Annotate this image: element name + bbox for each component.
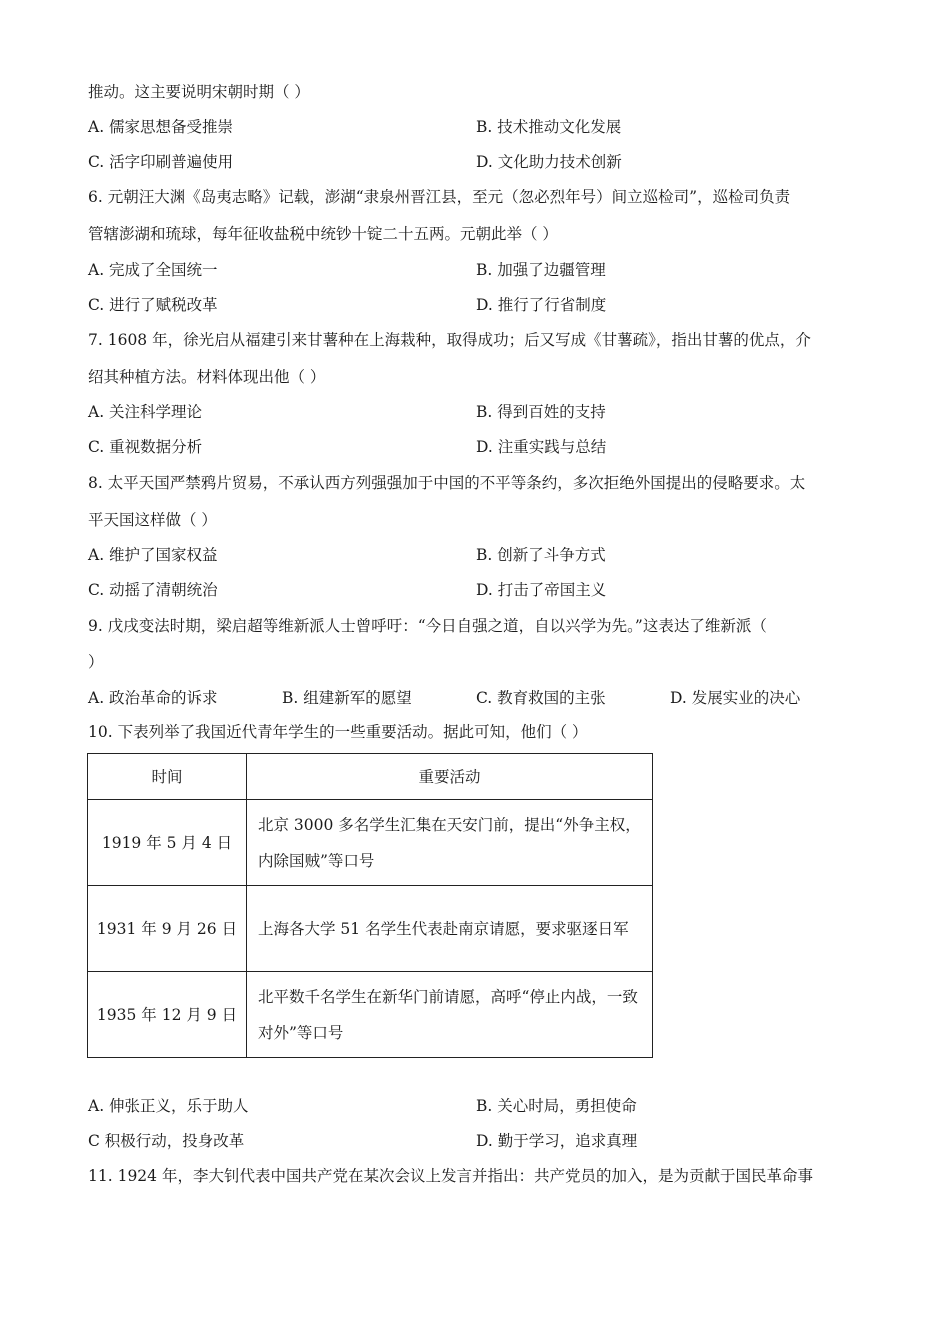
q9-stem-line2: ） <box>88 653 104 671</box>
q7-stem-line1: 7. 1608 年，徐光启从福建引来甘薯种在上海栽种，取得成功；后又写成《甘薯疏》，指出甘薯的优点，介 <box>88 331 811 349</box>
q10-option-d[interactable]: D. 勤于学习，追求真理 <box>476 1132 638 1150</box>
q10-stem: 10. 下表列举了我国近代青年学生的一些重要活动。据此可知，他们（ ） <box>88 723 588 741</box>
q9-option-c[interactable]: C. 教育救国的主张 <box>476 689 606 707</box>
q8-stem-line1: 8. 太平天国严禁鸦片贸易，不承认西方列强强加于中国的不平等条约，多次拒绝外国提出的侵略要求。太 <box>88 474 806 492</box>
q8-option-b[interactable]: B. 创新了斗争方式 <box>476 546 606 564</box>
q7-option-c[interactable]: C. 重视数据分析 <box>88 438 203 456</box>
q7-option-b[interactable]: B. 得到百姓的支持 <box>476 403 606 421</box>
q5-stem: 推动。这主要说明宋朝时期（ ） <box>88 83 310 101</box>
q8-stem-line2: 平天国这样做（ ） <box>88 511 217 529</box>
q7-option-a[interactable]: A. 关注科学理论 <box>88 403 203 421</box>
q11-stem-line1: 11. 1924 年，李大钊代表中国共产党在某次会议上发言并指出：共产党员的加入，是为贡献于国民革命事 <box>88 1167 813 1185</box>
table-header-date: 时间 <box>88 754 247 800</box>
table-row <box>88 972 653 1058</box>
q9-option-d[interactable]: D. 发展实业的决心 <box>670 689 801 707</box>
q8-option-c[interactable]: C. 动摇了清朝统治 <box>88 581 218 599</box>
table-row <box>88 886 653 972</box>
q10-activities-table <box>87 753 653 1058</box>
q10-option-b[interactable]: B. 关心时局，勇担使命 <box>476 1097 637 1115</box>
q5-option-b[interactable]: B. 技术推动文化发展 <box>476 118 622 136</box>
table-header-activity: 重要活动 <box>247 754 653 800</box>
q5-option-c[interactable]: C. 活字印刷普遍使用 <box>88 153 234 171</box>
q6-stem-line2: 管辖澎湖和琉球，每年征收盐税中统钞十锭二十五两。元朝此举（ ） <box>88 225 558 243</box>
q7-stem-line2: 绍其种植方法。材料体现出他（ ） <box>88 368 326 386</box>
table-cell-date: 1919 年 5 月 4 日 <box>88 800 247 886</box>
table-row <box>88 800 653 886</box>
q10-option-a[interactable]: A. 伸张正义，乐于助人 <box>88 1097 249 1115</box>
q10-option-c[interactable]: C 积极行动，投身改革 <box>88 1132 245 1150</box>
q5-option-a[interactable]: A. 儒家思想备受推崇 <box>88 118 234 136</box>
q8-option-d[interactable]: D. 打击了帝国主义 <box>476 581 607 599</box>
q9-option-b[interactable]: B. 组建新军的愿望 <box>282 689 412 707</box>
q9-stem-line1: 9. 戊戌变法时期，梁启超等维新派人士曾呼吁：“今日自强之道，自以兴学为先。”这表达了维新派（ <box>88 617 767 635</box>
table-cell-activity: 北京 3000 多名学生汇集在天安门前，提出“外争主权，内除国贼”等口号 <box>247 800 653 886</box>
table-cell-activity: 上海各大学 51 名学生代表赴南京请愿，要求驱逐日军 <box>247 886 653 972</box>
table-cell-date: 1935 年 12 月 9 日 <box>88 972 247 1058</box>
q6-stem-line1: 6. 元朝汪大渊《岛夷志略》记载，澎湖“隶泉州晋江县，至元（忽必烈年号）间立巡检司”，巡检司负责 <box>88 188 791 206</box>
q7-option-d[interactable]: D. 注重实践与总结 <box>476 438 607 456</box>
table-cell-date: 1931 年 9 月 26 日 <box>88 886 247 972</box>
table-header-row <box>88 754 653 800</box>
q5-option-d[interactable]: D. 文化助力技术创新 <box>476 153 622 171</box>
q6-option-b[interactable]: B. 加强了边疆管理 <box>476 261 606 279</box>
q6-option-d[interactable]: D. 推行了行省制度 <box>476 296 607 314</box>
q8-option-a[interactable]: A. 维护了国家权益 <box>88 546 218 564</box>
q6-option-c[interactable]: C. 进行了赋税改革 <box>88 296 218 314</box>
table-cell-activity: 北平数千名学生在新华门前请愿，高呼“停止内战，一致对外”等口号 <box>247 972 653 1058</box>
q6-option-a[interactable]: A. 完成了全国统一 <box>88 261 218 279</box>
q9-option-a[interactable]: A. 政治革命的诉求 <box>88 689 218 707</box>
